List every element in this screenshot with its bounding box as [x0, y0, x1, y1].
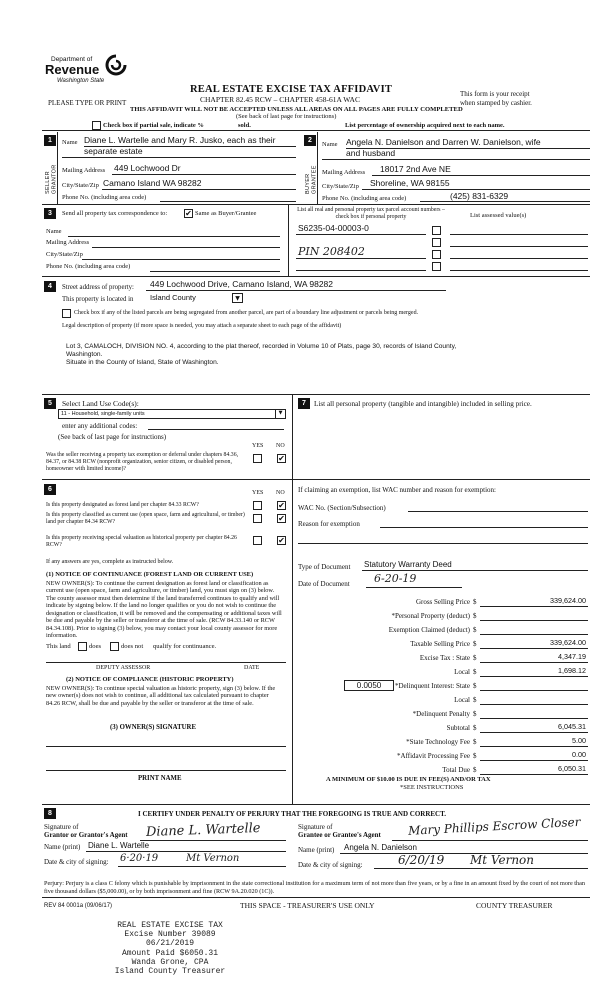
forest-q2-no-checkbox[interactable]: ✔ [278, 514, 285, 523]
logo-swirl-icon [105, 54, 127, 76]
forest-q3-no-checkbox[interactable]: ✔ [278, 536, 285, 545]
seller-phone-label: Phone No. (including area code) [62, 194, 147, 201]
stamp-line-4: Amount Paid $6050.31 [121, 948, 218, 958]
parcel-1-checkbox[interactable] [432, 226, 441, 235]
revenue-logo [45, 54, 130, 90]
calc-row-dollar: $ [473, 640, 477, 648]
receipt-text-1: This form is your receipt [460, 90, 530, 98]
calc-row-label: Taxable Selling Price [410, 640, 470, 648]
calc-row-line [480, 676, 588, 677]
exemption-question: Was the seller receiving a property tax exemption or deferral under chapters 84.36, 84.37, or 84.38 RCW (nonprofit organization, senior citizen, or disabled person, homeowner with limited income)? [46, 452, 239, 473]
form-revision: REV 84 0001a (09/06/17) [44, 903, 113, 909]
does-not-checkbox[interactable] [110, 642, 119, 651]
buyer-name-value[interactable]: Angela N. Danielson and Darren W. Danielson, wife [346, 137, 541, 147]
calc-row-label: Subtotal [446, 724, 470, 732]
land-use-dropdown-icon[interactable]: ▼ [275, 409, 285, 419]
grantee-signature[interactable]: Mary Phillips Escrow Closer [407, 814, 581, 838]
forest-q1-yes-checkbox[interactable] [253, 501, 262, 510]
calc-row-dollar: $ [473, 626, 477, 634]
calc-row-dollar: $ [473, 682, 477, 690]
parcel-3-checkbox[interactable] [432, 250, 441, 259]
forest-q3-yes-checkbox[interactable] [253, 536, 262, 545]
sold-label: sold. [238, 122, 251, 129]
doc-date-label: Date of Document [298, 580, 350, 588]
please-type-text: PLEASE TYPE OR PRINT [48, 99, 127, 107]
partial-sale-label: Check box if partial sale, indicate % [103, 122, 204, 129]
perjury-warning: Perjury: Perjury is a class C felony which is punishable by imprisonment in the state correctional institution for a maximum term of not more than five years, or by a fine in an amount fixed by the court of not more than five thousand dollars ($5,000.00), or by both imprisonment and fine (RCW 9A.20.020 (1C)). [44, 880, 585, 895]
grantee-city-value[interactable]: Mt Vernon [470, 853, 535, 867]
reason-label: Reason for exemption [298, 520, 360, 528]
corr-city-label: City/State/Zip [46, 251, 83, 258]
grantee-sig-label-2: Grantee or Grantee's Agent [298, 831, 381, 839]
street-address-label: Street address of property: [62, 284, 134, 291]
parcel-2-checkbox[interactable] [432, 238, 441, 247]
same-as-buyer-label: Same as Buyer/Grantee [195, 210, 257, 217]
see-back-text: (See back of last page for instructions) [236, 113, 337, 120]
doc-type-value[interactable]: Statutory Warranty Deed [364, 560, 452, 569]
print-name-label: PRINT NAME [138, 775, 182, 782]
not-accepted-text: THIS AFFIDAVIT WILL NOT BE ACCEPTED UNLESS ALL AREAS ON ALL PAGES ARE FULLY COMPLETED [130, 106, 463, 113]
section-7-number: 7 [298, 398, 310, 409]
calc-row-dollar: $ [473, 654, 477, 662]
owner-signature-label: (3) OWNER(S) SIGNATURE [110, 724, 196, 731]
minimum-due-text: A MINIMUM OF $10.00 IS DUE IN FEE(S) AND/OR TAX [326, 776, 491, 783]
notice-compliance-text: NEW OWNER(S): To continue special valuation as historic property, sign (3) below. If the new owner(s) does not wish to continue, all additional tax calculated pursuant to chapter 84.26 RCW, shall be due and payable by the seller or transferor at the time of sale. [46, 685, 276, 707]
forest-yes-header: YES [252, 490, 264, 496]
section-1-number: 1 [44, 135, 56, 146]
calc-row-label: *Delinquent Interest: State [394, 682, 470, 690]
see-instructions-text: *SEE INSTRUCTIONS [400, 784, 464, 791]
seller-name-value[interactable]: Diane L. Wartelle and Mary R. Jusko, each as their [84, 135, 276, 145]
parcel-1-value[interactable]: S6235-04-00003-0 [298, 223, 369, 233]
treasurer-stamp [100, 921, 240, 976]
calc-row-line [480, 760, 588, 761]
calc-row-value[interactable]: 339,624.00 [550, 638, 586, 647]
land-use-see-back: (See back of last page for instructions) [58, 433, 167, 441]
land-use-no-header: NO [276, 443, 285, 449]
calc-row-line [480, 634, 588, 635]
calc-row-dollar: $ [473, 710, 477, 718]
notice-continuance-text: NEW OWNER(S): To continue the current designation as forest land or classification as current use (open space, farm and agriculture, or timber) land, you must sign on (3) below. The county assessor must then determine if the land transferred continues to qualify and will indicate by signing below. If the land no longer qualifies or you do not wish to continue the designation or classification, it will be removed and the compensating or additional taxes will be due and payable by the seller or transferor at the time of sale. (RCW 84.33.140 or RCW 84.34.108). Prior to signing (3) below, you may contact your local county assessor for more information. [46, 580, 282, 639]
stamp-line-6: Island County Treasurer [114, 966, 226, 976]
located-in-label: This property is located in [62, 296, 134, 303]
seller-side-label: SELLER GRANTOR [45, 164, 58, 194]
forest-no-header: NO [276, 490, 285, 496]
forest-question-3: Is this property receiving special valuation as historical property per chapter 84.26 RCW? [46, 535, 237, 549]
calc-row-label: *Delinquent Penalty [412, 710, 470, 718]
exemption-yes-checkbox[interactable] [253, 454, 262, 463]
calc-row-line [480, 606, 588, 607]
grantee-name-label: Name (print) [298, 846, 335, 854]
calc-row-value[interactable]: 339,624.00 [550, 596, 586, 605]
calc-row-label: Total Due [442, 766, 470, 774]
stamp-line-1: REAL ESTATE EXCISE TAX [117, 921, 223, 930]
forest-q1-no-checkbox[interactable]: ✔ [278, 501, 285, 510]
local-rate-box[interactable]: 0.0050 [344, 680, 394, 691]
buyer-phone-value[interactable]: (425) 831-6329 [450, 191, 509, 201]
partial-sale-checkbox[interactable] [92, 121, 101, 130]
calc-row-line [480, 690, 588, 691]
land-use-selected-value: 11 - Household, single-family units [61, 411, 145, 417]
stamp-line-3: 06/21/2019 [145, 939, 194, 949]
calc-row-line [480, 732, 588, 733]
legal-description-line-1[interactable]: Lot 3, CAMALOCH, DIVISION NO. 4, according to the plat thereof, recorded in Volume 10 of Plats, page 30, records of Island County, [66, 343, 457, 350]
seller-name-value-2[interactable]: separate estate [84, 146, 143, 156]
assessed-header: List assessed value(s) [470, 212, 527, 219]
buyer-address-value[interactable]: 18017 2nd Ave NE [380, 164, 451, 174]
grantor-date-value[interactable]: 6·20·19 [120, 853, 159, 864]
grantee-date-label: Date & city of signing: [298, 861, 363, 869]
calc-row-dollar: $ [473, 724, 477, 732]
land-use-yes-header: YES [252, 443, 264, 449]
calc-row-dollar: $ [473, 766, 477, 774]
calc-row-label: Local [454, 668, 470, 676]
notice-continuance-title: (1) NOTICE OF CONTINUANCE (FOREST LAND OR CURRENT USE) [46, 571, 254, 578]
exemption-no-checkbox[interactable]: ✔ [278, 454, 285, 463]
calc-row-line [480, 774, 588, 775]
calc-row-label: Excise Tax : State [419, 654, 470, 662]
grantor-name-value[interactable]: Diane L. Wartelle [88, 841, 150, 850]
calc-row-dollar: $ [473, 752, 477, 760]
parcel-4-checkbox[interactable] [432, 262, 441, 271]
grantor-signature[interactable]: Diane L. Wartelle [145, 821, 261, 840]
forest-q2-yes-checkbox[interactable] [253, 514, 262, 523]
stamp-line-5: Wanda Grone, CPA [131, 957, 209, 967]
buyer-phone-label: Phone No. (including area code) [322, 195, 407, 202]
legal-description-line-2[interactable]: Washington. [66, 351, 103, 358]
personal-property-text: List all personal property (tangible and intangible) included in selling price. [314, 400, 532, 408]
grantee-name-value[interactable]: Angela N. Danielson [344, 843, 417, 852]
calc-row-value[interactable]: 1,698.12 [558, 666, 586, 675]
calc-row-line [480, 718, 588, 719]
calc-row-value[interactable]: 6,050.31 [558, 764, 586, 773]
seller-address-label: Mailing Address [62, 167, 106, 174]
does-checkbox[interactable] [78, 642, 87, 651]
parcel-header: List all real and personal property tax parcel account numbers – check box if personal property [297, 207, 445, 220]
treasurer-space-label: THIS SPACE - TREASURER'S USE ONLY [240, 901, 375, 910]
qualify-label: qualify for continuance. [153, 643, 217, 650]
section-6-number: 6 [44, 484, 56, 495]
grantor-sig-label-1: Signature of [44, 823, 79, 831]
calc-row-value[interactable]: 5.00 [572, 736, 586, 745]
grantor-sig-label-2: Grantor or Grantor's Agent [44, 831, 128, 839]
same-as-buyer-checkbox[interactable]: ✔ [185, 209, 192, 218]
grantee-date-value[interactable]: 6/20/19 [398, 853, 445, 867]
calc-row-dollar: $ [473, 696, 477, 704]
send-correspondence-label: Send all property tax correspondence to: [62, 210, 168, 217]
doc-date-value[interactable]: 6-20-19 [374, 572, 417, 585]
seller-city-value[interactable]: Camano Island WA 98282 [103, 178, 202, 188]
grantee-sig-label-1: Signature of [298, 823, 333, 831]
segregated-label: Check box if any of the listed parcels are being segregated from another parcel, are part of a boundary line adjustment or parcels being merged. [74, 310, 419, 316]
calc-row-label: *State Technology Fee [406, 738, 470, 746]
seller-address-value[interactable]: 449 Lochwood Dr [114, 163, 181, 173]
land-use-label: Select Land Use Code(s): [62, 399, 139, 408]
section-5-number: 5 [44, 398, 56, 409]
corr-name-label: Name [46, 228, 62, 235]
ownership-list-label: List percentage of ownership acquired next to each name. [345, 122, 505, 129]
does-label: does [89, 643, 102, 650]
calc-row-line [480, 746, 588, 747]
buyer-name-value-2[interactable]: and husband [346, 148, 396, 158]
county-dropdown-icon[interactable]: ▼ [232, 293, 243, 303]
segregated-checkbox[interactable] [62, 309, 71, 318]
calc-row-label: Local [454, 696, 470, 704]
section-2-number: 2 [304, 135, 316, 146]
buyer-city-value[interactable]: Shoreline, WA 98155 [370, 178, 450, 188]
county-treasurer-label: COUNTY TREASURER [476, 901, 553, 910]
grantor-city-value[interactable]: Mt Vernon [186, 853, 240, 864]
calc-row-dollar: $ [473, 738, 477, 746]
corr-address-label: Mailing Address [46, 239, 90, 246]
calc-row-label: *Personal Property (deduct) [391, 612, 470, 620]
section-4-number: 4 [44, 281, 56, 292]
calc-row-dollar: $ [473, 612, 477, 620]
legal-description-line-3[interactable]: Situate in the County of Island, State of Washington. [66, 359, 219, 366]
additional-codes-label: enter any additional codes: [62, 422, 138, 430]
wac-label: WAC No. (Section/Subsection) [298, 504, 386, 512]
deputy-date-label: DATE [244, 665, 260, 671]
calc-row-label: Gross Selling Price [415, 598, 470, 606]
parcel-2-value[interactable]: PIN 208402 [298, 245, 365, 258]
stamp-line-2: Excise Number 39089 [124, 930, 216, 940]
calc-row-value[interactable]: 4,347.19 [558, 652, 586, 661]
buyer-name-label: Name [322, 141, 338, 148]
corr-phone-label: Phone No. (including area code) [46, 263, 131, 270]
notice-compliance-title: (2) NOTICE OF COMPLIANCE (HISTORIC PROPERTY) [66, 676, 234, 683]
exemption-claim-text: If claiming an exemption, list WAC number and reason for exemption: [298, 486, 496, 494]
dept-of-text: Department of [51, 56, 93, 63]
grantor-name-label: Name (print) [44, 843, 81, 851]
grantor-date-label: Date & city of signing: [44, 858, 109, 866]
buyer-address-label: Mailing Address [322, 169, 366, 176]
calc-row-dollar: $ [473, 668, 477, 676]
form-title: REAL ESTATE EXCISE TAX AFFIDAVIT [190, 84, 393, 95]
receipt-text-2: when stamped by cashier. [460, 99, 532, 107]
calc-row-line [480, 648, 588, 649]
calc-row-label: *Affidavit Processing Fee [397, 752, 470, 760]
calc-row-line [480, 662, 588, 663]
street-address-value[interactable]: 449 Lochwood Drive, Camano Island, WA 98282 [150, 279, 334, 289]
seller-city-label: City/State/Zip [62, 182, 99, 189]
if-yes-text: If any answers are yes, complete as instructed below. [46, 559, 174, 565]
county-select[interactable]: Island County [150, 293, 196, 302]
form-chapter: CHAPTER 82.45 RCW – CHAPTER 458-61A WAC [200, 95, 360, 104]
doc-type-label: Type of Document [298, 563, 351, 571]
land-use-select[interactable] [58, 409, 286, 419]
buyer-city-label: City/State/Zip [322, 183, 359, 190]
section-8-number: 8 [44, 808, 56, 819]
deputy-assessor-label: DEPUTY ASSESSOR [96, 665, 151, 671]
legal-description-label: Legal description of property (if more space is needed, you may attach a separate sheet to each page of the affidavit) [62, 323, 342, 329]
forest-question-2: Is this property classified as current use (open space, farm and agricultural, or timber) land per chapter 84.34 RCW? [46, 512, 245, 526]
does-not-label: does not [121, 643, 144, 650]
section-3-number: 3 [44, 208, 56, 219]
header-divider [42, 130, 590, 131]
seller-name-label: Name [62, 139, 78, 146]
this-land-label: This land [46, 643, 71, 650]
buyer-side-label: BUYER GRANTEE [305, 165, 318, 194]
calc-row-dollar: $ [473, 598, 477, 606]
calc-row-value[interactable]: 6,045.31 [558, 722, 586, 731]
revenue-text: Revenue [45, 62, 100, 77]
certify-statement: I CERTIFY UNDER PENALTY OF PERJURY THAT THE FOREGOING IS TRUE AND CORRECT. [138, 810, 447, 818]
calc-row-value[interactable]: 0.00 [572, 750, 586, 759]
calc-row-line [480, 620, 588, 621]
calc-row-label: Exemption Claimed (deduct) [388, 626, 470, 634]
forest-question-1: Is this property designated as forest land per chapter 84.33 RCW? [46, 502, 199, 508]
washington-state-text: Washington State [57, 78, 105, 84]
calc-row-line [480, 704, 588, 705]
